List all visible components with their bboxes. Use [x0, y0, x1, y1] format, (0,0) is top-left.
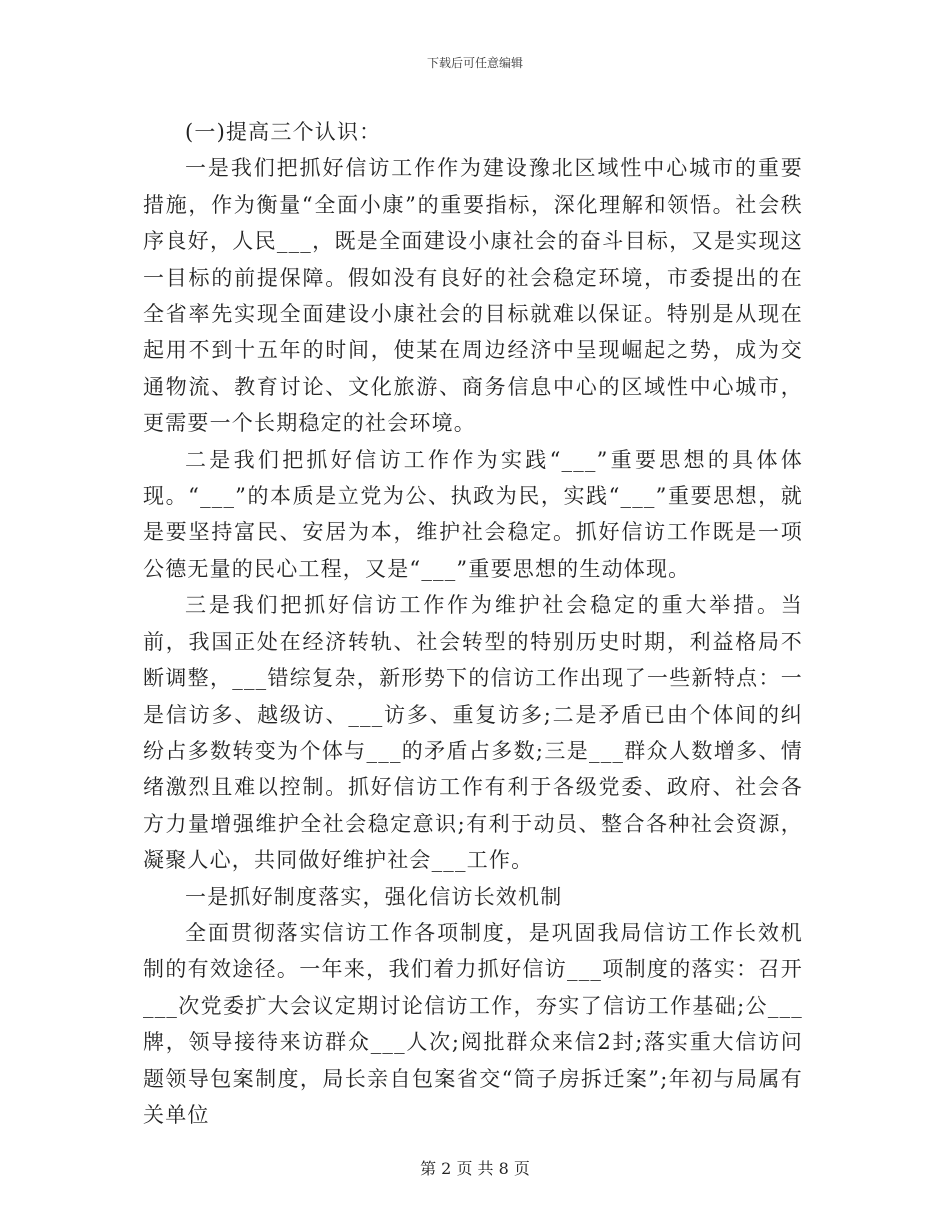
paragraph-point-three: 三是我们把抓好信访工作作为维护社会稳定的重大举措。当前，我国正处在经济转轨、社会转型的特别历史时期，利益格局不断调整，___错综复杂，新形势下的信访工作出现了一些新特点：一是信访多、越级访、___访多、重复访多;二是矛盾已由个体间的纠纷占多数转变为个体与___的矛盾占多数;三是___群众人数增多、情绪激烈且难以控制。抓好信访工作有利于各级党委、政府、社会各方力量增强维护全社会稳定意识;有利于动员、整合各种社会资源，凝聚人心，共同做好维护社会___工作。	[143, 593, 803, 873]
document-body	[143, 114, 803, 1133]
header-note: 下载后可任意编辑	[426, 56, 523, 70]
paragraph-point-two: 二是我们把抓好信访工作作为实践“___”重要思想的具体体现。“___”的本质是立党为公、执政为民，实践“___”重要思想，就是要坚持富民、安居为本，维护社会稳定。抓好信访工作既是一项公德无量的民心工程，又是“___”重要思想的生动体现。	[143, 447, 803, 581]
paragraph-section-heading: (一)提高三个认识：	[185, 120, 382, 144]
page-number: 第 2 页 共 8 页	[420, 1159, 530, 1178]
paragraph-subheading: 一是抓好制度落实，强化信访长效机制	[185, 884, 563, 909]
paragraph-point-one: 一是我们把抓好信访工作作为建设豫北区域性中心城市的重要措施，作为衡量“全面小康”的重要指标，深化理解和领悟。社会秩序良好，人民___，既是全面建设小康社会的奋斗目标，又是实现这一目标的前提保障。假如没有良好的社会稳定环境，市委提出的在全省率先实现全面建设小康社会的目标就难以保证。特别是从现在起用不到十五年的时间，使某在周边经济中呈现崛起之势，成为交通物流、教育讨论、文化旅游、商务信息中心的区域性中心城市，更需要一个长期稳定的社会环境。	[143, 156, 803, 436]
paragraph-measures: 全面贯彻落实信访工作各项制度，是巩固我局信访工作长效机制的有效途径。一年来，我们着力抓好信访___项制度的落实：召开___次党委扩大会议定期讨论信访工作，夯实了信访工作基础;公___牌，领导接待来访群众___人次;阅批群众来信2封;落实重大信访问题领导包案制度，局长亲自包案省交“筒子房拆迁案”;年初与局属有关单位	[143, 920, 803, 1127]
